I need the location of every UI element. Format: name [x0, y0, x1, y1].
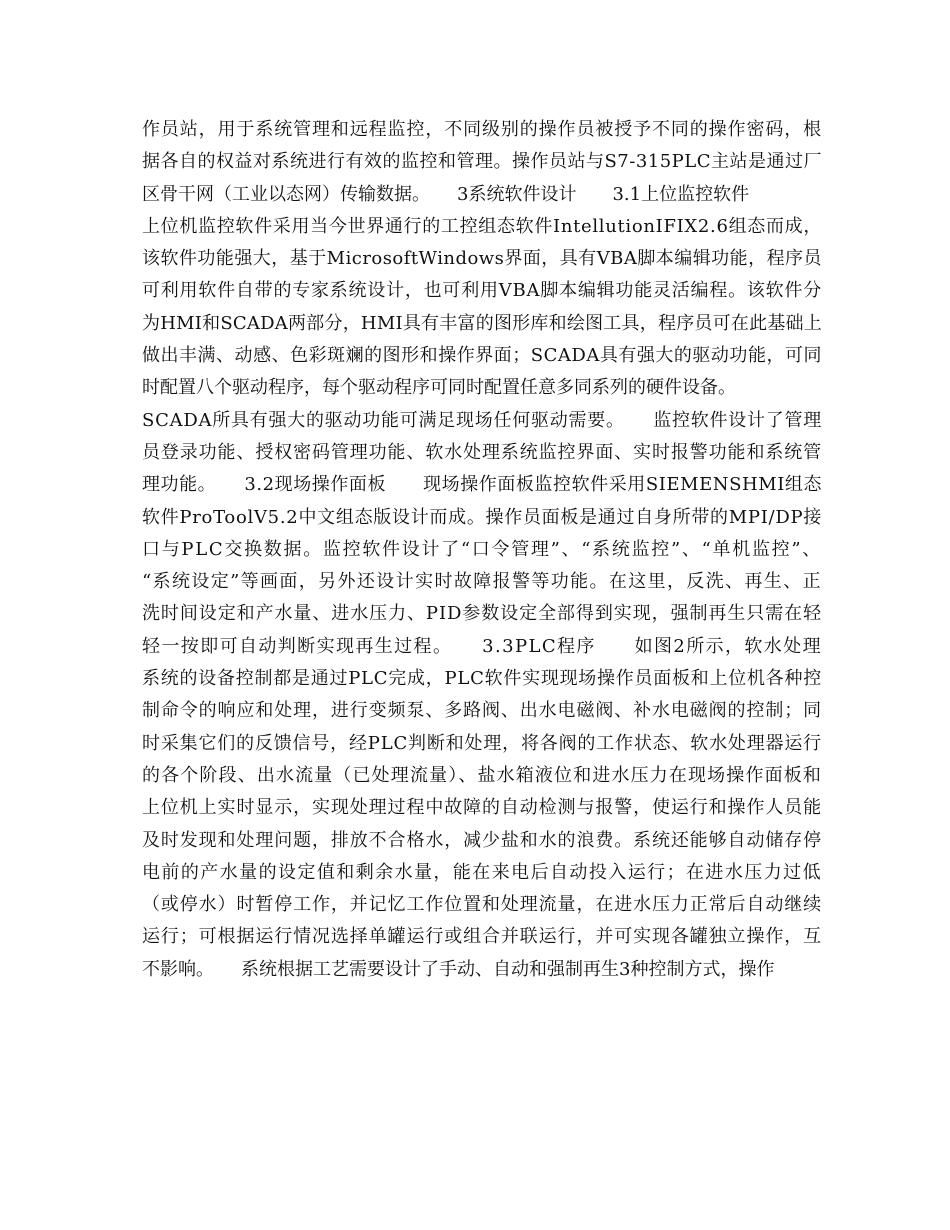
- body-text: [142, 114, 822, 986]
- text-line: （或停水）时暂停工作，并记忆工作位置和处理流量，在进水压力正常后自动继续: [142, 894, 822, 916]
- text-line: 时采集它们的反馈信号，经PLC判断和处理，将各阀的工作状态、软水处理器运行: [142, 732, 822, 754]
- text-line: 系统的设备控制都是通过PLC完成，PLC软件实现现场操作员面板和上位机各种控: [142, 668, 822, 690]
- text-line: 及时发现和处理问题，排放不合格水，减少盐和水的浪费。系统还能够自动储存停: [142, 829, 822, 851]
- text-line: 洗时间设定和产水量、进水压力、PID参数设定全部得到实现，强制再生只需在轻: [142, 603, 822, 625]
- text-line: 运行；可根据运行情况选择单罐运行或组合并联运行，并可实现各罐独立操作，互: [142, 926, 822, 948]
- text-line: 电前的产水量的设定值和剩余水量，能在来电后自动投入运行；在进水压力过低: [142, 861, 822, 883]
- text-line: 时配置八个驱动程序，每个驱动程序可同时配置任意多同系列的硬件设备。: [142, 377, 736, 399]
- text-line: 不影响。 系统根据工艺需要设计了手动、自动和强制再生3种控制方式，操作: [142, 958, 775, 980]
- text-line: 轻一按即可自动判断实现再生过程。 3.3PLC程序 如图2所示，软水处理: [142, 635, 822, 657]
- text-line: 作员站，用于系统管理和远程监控，不同级别的操作员被授予不同的操作密码，根: [142, 119, 822, 140]
- text-line: “系统设定”等画面，另外还设计实时故障报警等功能。在这里，反洗、再生、正: [142, 571, 822, 593]
- text-line: 理功能。 3.2现场操作面板 现场操作面板监控软件采用SIEMENSHMI组态: [142, 474, 822, 496]
- text-line: 可利用软件自带的专家系统设计，也可利用VBA脚本编辑功能灵活编程。该软件分: [142, 280, 822, 302]
- text-line: 的各个阶段、出水流量（已处理流量）、盐水箱液位和进水压力在现场操作面板和: [142, 764, 822, 786]
- text-line: SCADA所具有强大的驱动功能可满足现场任何驱动需要。 监控软件设计了管理: [142, 409, 822, 431]
- text-line: 区骨干网（工业以态网）传输数据。 3系统软件设计 3.1上位监控软件: [142, 183, 750, 205]
- text-line: 软件ProToolV5.2中文组态版设计而成。操作员面板是通过自身所带的MPI/DP接: [142, 506, 822, 528]
- text-line: 上位机监控软件采用当今世界通行的工控组态软件IntellutionIFIX2.6组态而成，: [142, 215, 822, 237]
- text-line: 为HMI和SCADA两部分，HMI具有丰富的图形库和绘图工具，程序员可在此基础上: [142, 312, 822, 334]
- text-line: 上位机上实时显示，实现处理过程中故障的自动检测与报警，使运行和操作人员能: [142, 797, 822, 819]
- text-line: 制命令的响应和处理，进行变频泵、多路阀、出水电磁阀、补水电磁阀的控制；同: [142, 700, 822, 722]
- text-line: 员登录功能、授权密码管理功能、软水处理系统监控界面、实时报警功能和系统管: [142, 441, 822, 463]
- text-line: 该软件功能强大，基于MicrosoftWindows界面，具有VBA脚本编辑功能，程序员: [142, 248, 822, 270]
- text-line: 做出丰满、动感、色彩斑斓的图形和操作界面；SCADA具有强大的驱动功能，可同: [142, 345, 822, 367]
- text-line: 据各自的权益对系统进行有效的监控和管理。操作员站与S7-315PLC主站是通过厂: [142, 151, 822, 173]
- text-line: 口与PLC交换数据。监控软件设计了“口令管理”、“系统监控”、“单机监控”、: [142, 538, 822, 560]
